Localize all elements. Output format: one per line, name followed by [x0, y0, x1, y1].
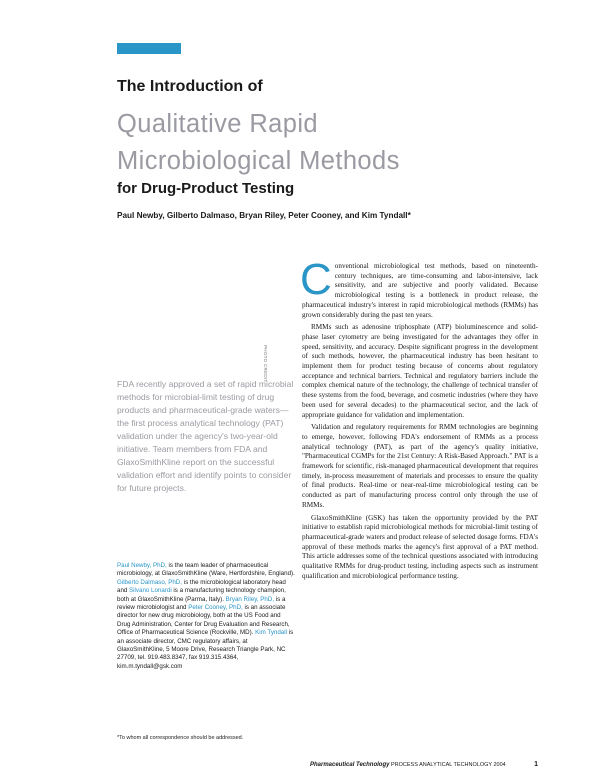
page-number: 1 [534, 761, 538, 768]
article-title-line-2: Microbiological Methods [117, 147, 400, 175]
journal-name: Pharmaceutical Technology [310, 762, 390, 768]
intro-title: The Introduction of [117, 78, 263, 95]
author-name-dalmaso: Gilberto Dalmaso, PhD, [117, 578, 182, 586]
correspondence-footnote: *To whom all correspondence should be addressed. [117, 735, 244, 741]
author-bio-text: is the team leader of pharmaceutical microbiology, at GlaxoSmithKline (Ware, Hertfordshire, England). [117, 562, 295, 578]
body-paragraph-2: RMMs such as adenosine triphosphate (ATP) bioluminescence and solid-phase laser cytometry are being investigated for the advantages they offer in speed, sensitivity, and accuracy. Despite significant progress in the development of such methods, however, the pharmaceutical industry has been hesitant to implement them for product testing because of concerns about regulatory acceptance and technical barriers. Technical and regulatory barriers include the complex chemical nature of the technology, the challenge of technical transfer of these systems from the food, beverage, and cosmetic industries (where they have been used for several decades) to the pharmaceutical sector, and the lack of appropriate guidance for validation and implementation. [302, 323, 538, 419]
author-bio-text: is an associate director, CMC regulatory affairs, at GlaxoSmithKline, 5 Moore Drive, Research Triangle Park, NC 27709, tel. 919.483.8347, fax 919.315.4364, kim.m.tyndall@gsk.com [117, 629, 294, 670]
body-paragraph-1-text: onventional microbiological test methods, based on nineteenth-century techniques, are time-consuming and labor-intensive, lack sensitivity, and are subjective and poorly validated. Because microbiological testing is a bottleneck in product release, the pharmaceutical industry's interest in rapid microbiological methods (RMMs) has grown considerably during the past ten years. [302, 262, 538, 319]
body-paragraph-1 [300, 255, 538, 320]
author-list: Paul Newby, Gilberto Dalmaso, Bryan Riley, Peter Cooney, and Kim Tyndall* [117, 211, 411, 220]
article-title [117, 106, 537, 180]
body-paragraph-4: GlaxoSmithKline (GSK) has taken the opportunity provided by the PAT initiative to establish rapid microbiological methods for microbial-limit testing of pharmaceutical-grade waters and product release of selected dosage forms. FDA's approval of these methods marks the agency's first approval of a PAT method. This article addresses some of the technical questions associated with introducing qualitative RMMs for drug-product testing, including aspects such as instrument qualification and microbiological performance testing. [302, 513, 538, 580]
author-name-tyndall: Kim Tyndall [255, 629, 287, 637]
author-bio-text: is an associate director for new drug microbiology, both at the US Food and Drug Administration, Center for Drug Evaluation and Research, Office of Pharmaceutical Science (Rockville, MD). [117, 604, 290, 637]
photo-credit: PHOTO CREDIT [263, 345, 268, 383]
abstract: FDA recently approved a set of rapid microbial methods for microbial-limit testing of drug products and pharmaceutical-grade waters—the first process analytical technology (PAT) validation under the agency's two-year-old initiative. Team members from FDA and GlaxoSmithKline report on the successful validation effort and identify points to consider for future projects. [117, 379, 294, 493]
author-bios [117, 562, 295, 671]
author-name-newby: Paul Newby, PhD, [117, 562, 167, 569]
author-name-cooney: Peter Cooney, PhD, [188, 604, 243, 612]
article-body [300, 255, 538, 585]
page-footer [310, 762, 538, 768]
footer-section: PROCESS ANALYTICAL TECHNOLOGY 2004 [391, 762, 506, 768]
body-paragraph-3: Validation and regulatory requirements for RMM technologies are beginning to emerge, however, following FDA's endorsement of RMMs as a process analytical technology (PAT), as part of the agency's quality initiative, "Pharmaceutical CGMPs for the 21st Century: A Risk-Based Approach." PAT is a framework for scientific, risk-managed pharmaceutical development that requires timely, in-process measurement of materials and processes to ensure the quality of final products. Real-time or near-real-time microbiological testing can be conducted as part of manufacturing process control only through the use of RMMs. [302, 423, 538, 509]
article-subtitle: for Drug-Product Testing [117, 180, 295, 197]
author-name-riley: Bryan Riley, PhD, [225, 595, 275, 603]
author-bio-text: is a review microbiologist and [117, 595, 286, 612]
drop-cap: C [300, 255, 332, 304]
article-title-line-1: Qualitative Rapid [117, 110, 318, 138]
author-bio-text: is the microbiological laboratory head and [117, 578, 286, 595]
author-name-lonardi: Silvano Lonardi [129, 587, 172, 595]
author-bio-text: is a manufacturing technology champion, both at GlaxoSmithKline (Parma, Italy). [117, 587, 286, 603]
accent-bar [117, 43, 181, 54]
